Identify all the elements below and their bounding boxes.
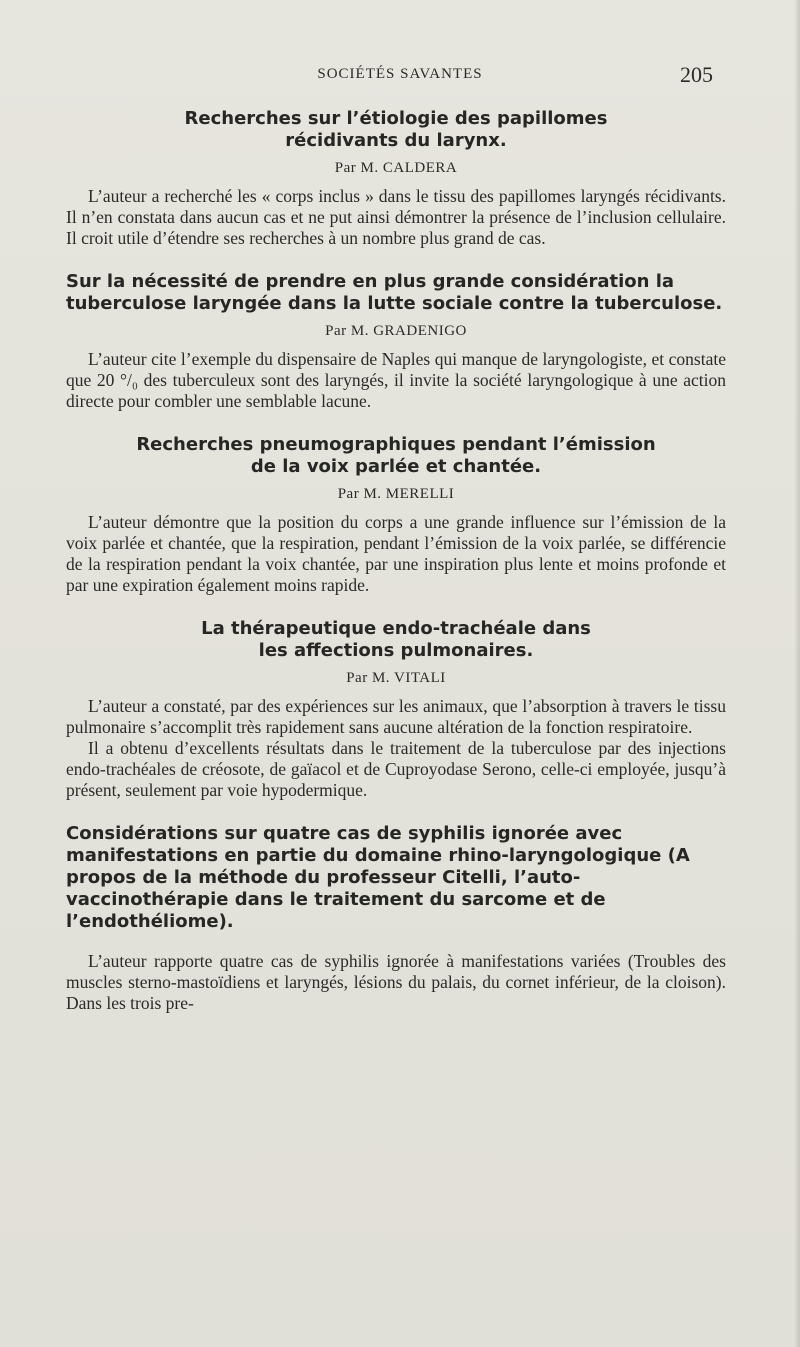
article-paragraph: Il a obtenu d’excellents résultats dans le traitement de la tuberculose par des injections endo-trachéales de créosote, de gaïacol et de Cuproyodase Serono, celle-ci employée, jusqu’à présent, seulement par voie hypodermique.	[66, 738, 726, 800]
section-gap	[66, 596, 726, 618]
page-content	[66, 108, 726, 1014]
section-gap	[66, 801, 726, 823]
title-line: de la voix parlée et chantée.	[250, 456, 542, 477]
page-edge-shadow	[794, 0, 800, 1347]
article-paragraph: L’auteur a constaté, par des expériences sur les animaux, que l’absorption à travers le tissu pulmonaire s’accomplit très rapidement sans aucune altération de la fonction respiratoire.	[66, 696, 726, 737]
article-paragraph: L’auteur rapporte quatre cas de syphilis ignorée à manifestations variées (Troubles des muscles sterno-mastoïdiens et laryngés, lésions du palais, du cornet inférieur, de la cloison). Dans les trois pre-	[66, 951, 726, 1013]
article-author: Par M. MERELLI	[337, 486, 455, 502]
section-gap	[66, 412, 726, 434]
title-line: Considérations sur quatre cas de syphilis ignorée avec manifestations en partie du domaine rhino-laryngologique (A propos de la méthode du professeur Citelli, l’auto-vaccinothérapie dans le traitement du sarcome et de l’endothéliome).	[66, 823, 690, 932]
article-author: Par M. GRADENIGO	[325, 323, 467, 339]
title-line: La thérapeutique endo-trachéale dans	[201, 618, 591, 639]
article-paragraph: L’auteur cite l’exemple du dispensaire de Naples qui manque de laryngologiste, et constate que 20 °/₀ des tuberculeux sont des laryngés, il invite la société laryngologique à une action directe pour combler une semblable lacune.	[66, 349, 726, 411]
title-line: Recherches pneumographiques pendant l’émission	[136, 434, 656, 455]
article-caldera	[66, 108, 726, 249]
title-line: Sur la nécessité de prendre en plus grande considération la tuberculose laryngée dans la lutte sociale contre la tuberculose.	[66, 271, 723, 314]
article-title	[66, 434, 726, 478]
article-author: Par M. CALDERA	[334, 160, 458, 176]
article-title	[66, 618, 726, 662]
article-paragraph: L’auteur démontre que la position du corps a une grande influence sur l’émission de la voix parlée et chantée, que la respiration, pendant l’émission de la voix parlée, se différencie de la respiration pendant la voix chantée, par une inspiration plus lente et moins profonde et par une expiration également moins rapide.	[66, 512, 726, 595]
section-gap	[66, 249, 726, 271]
article-title	[66, 271, 726, 315]
article-title	[66, 108, 726, 152]
article-title	[66, 823, 726, 933]
title-line: Recherches sur l’étiologie des papillomes	[184, 108, 608, 129]
running-head	[0, 64, 800, 88]
article-vitali	[66, 618, 726, 801]
article-gradenigo	[66, 271, 726, 412]
article-syphilis	[66, 823, 726, 1014]
article-paragraph: L’auteur a recherché les « corps inclus » dans le tissu des papillomes laryngés récidivants. Il n’en constata dans aucun cas et ne put ainsi démontrer la présence de l’inclusion cellulaire. Il croit utile d’étendre ses recherches à un nombre plus grand de cas.	[66, 186, 726, 248]
page-number: 205	[680, 62, 713, 87]
title-line: récidivants du larynx.	[285, 130, 507, 151]
title-gap	[66, 933, 726, 951]
article-merelli	[66, 434, 726, 596]
running-title: SOCIÉTÉS SAVANTES	[317, 66, 483, 82]
article-author: Par M. VITALI	[346, 670, 446, 686]
title-line: les affections pulmonaires.	[258, 640, 534, 661]
